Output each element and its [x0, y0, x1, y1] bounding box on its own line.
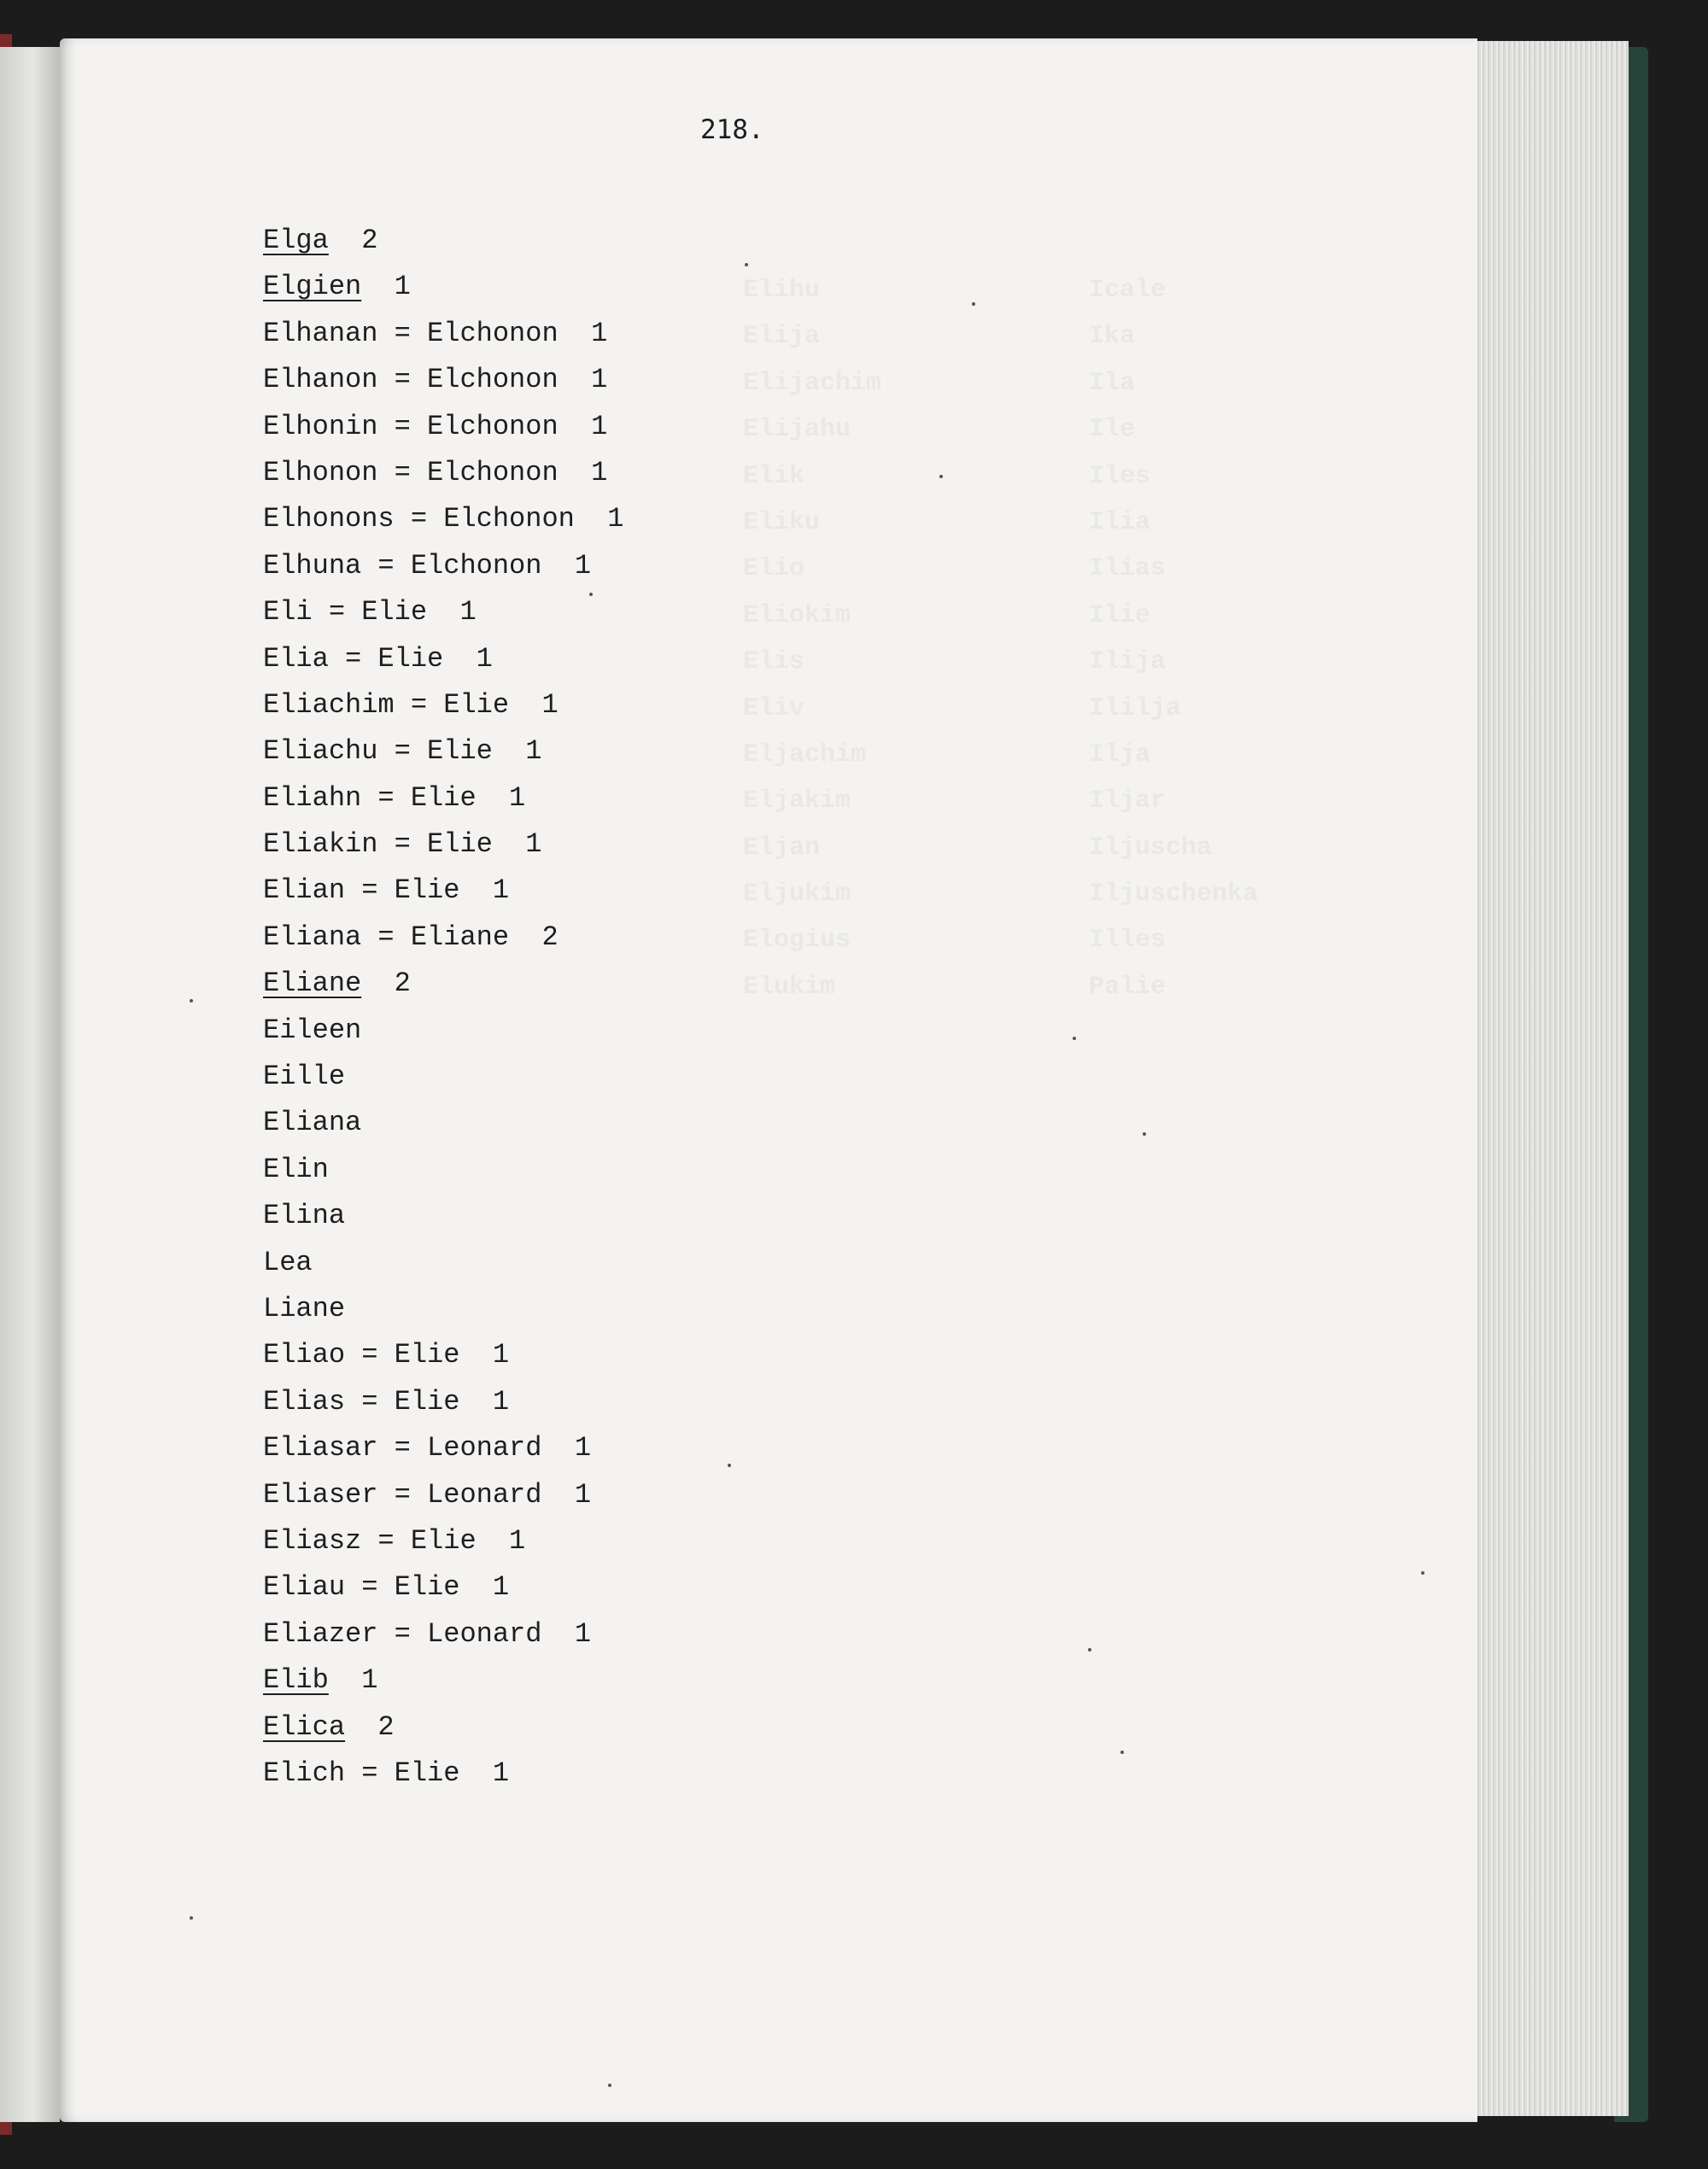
entry-equals-sign: = [345, 1339, 395, 1371]
entry-equivalent-name: Elie [394, 874, 460, 907]
paper-speck [728, 1464, 731, 1467]
entry-spacer [459, 1386, 492, 1418]
entry-name: Eliakin [263, 828, 378, 861]
entry-name: Elhuna [263, 549, 362, 582]
entry-spacer [329, 1664, 361, 1696]
entry-spacer [559, 318, 591, 349]
paper-speck [745, 263, 748, 266]
entry-count: 2 [377, 1710, 395, 1743]
entry-equivalent-name: Leonard [427, 1478, 542, 1511]
entry-count: 1 [574, 1617, 592, 1650]
entry-name: Eliana [263, 921, 362, 953]
entry-name: Lea [263, 1246, 313, 1278]
index-entry [263, 1008, 623, 1054]
entry-equivalent-name: Elie [410, 781, 477, 814]
entry-count: 1 [476, 642, 493, 675]
page-stack-edge [1473, 41, 1629, 2116]
index-entry [263, 404, 623, 450]
entry-name: Elian [263, 874, 346, 907]
left-page-edge [0, 47, 60, 2122]
entry-equals-sign: = [377, 828, 428, 861]
entry-equals-sign: = [377, 1432, 428, 1465]
entry-equivalent-name: Elie [410, 1524, 477, 1557]
entry-name: Elhanon [263, 364, 378, 396]
entry-count: 1 [574, 549, 592, 582]
entry-name: Elin [263, 1153, 329, 1185]
entry-equivalent-name: Elie [427, 828, 493, 861]
bleed-through-column-left: Elihu Elija Elijachim Elijahu Elik Eliku Elio Eliokim Elis Eliv Eljachim Eljakim Eljan Eljukim Elogius Elukim [743, 276, 882, 1002]
entry-equals-sign: = [377, 317, 428, 349]
index-entry [263, 218, 623, 264]
entry-spacer [477, 1525, 509, 1557]
index-entry [263, 450, 623, 496]
entry-count: 2 [361, 225, 378, 256]
paper-speck [608, 2084, 611, 2087]
entry-equivalent-name: Elchonon [443, 503, 575, 535]
entry-count: 1 [492, 874, 510, 907]
entry-spacer [443, 643, 476, 675]
entry-spacer [559, 411, 591, 442]
entry-name: Elina [263, 1200, 346, 1232]
entry-equivalent-name: Eliane [410, 921, 510, 953]
bleed-through-column-right: Icale Ika Ila Ile Iles Ilia Ilias Ilie Ilija Ililja Ilja Iljar Iljuscha Iljuschenka Illes Palie [1089, 276, 1259, 1002]
paper-speck [1120, 1751, 1124, 1754]
entry-equivalent-name: Leonard [427, 1432, 542, 1465]
entry-equals-sign: = [361, 549, 411, 582]
entry-spacer [493, 828, 525, 860]
entry-spacer [575, 503, 607, 535]
entry-name: Elich [263, 1757, 346, 1789]
entry-spacer [541, 1479, 574, 1511]
entry-spacer [459, 874, 492, 906]
entry-count: 1 [394, 271, 411, 303]
entry-equivalent-name: Elie [394, 1571, 460, 1604]
index-entry [263, 1240, 623, 1286]
entry-equivalent-name: Leonard [427, 1617, 542, 1650]
index-entry [263, 1425, 623, 1471]
index-entry [263, 496, 623, 542]
entry-name: Eille [263, 1061, 346, 1093]
index-entry [263, 357, 623, 403]
entry-equals-sign: = [394, 503, 444, 535]
entry-equals-sign: = [345, 1385, 395, 1418]
index-entry [263, 1100, 623, 1146]
entry-count: 1 [574, 1478, 592, 1511]
entry-count: 1 [492, 1385, 510, 1418]
entry-name: Eliau [263, 1571, 346, 1604]
entry-spacer [559, 457, 591, 488]
paper-speck [1143, 1132, 1146, 1136]
page-number: 218. [700, 114, 764, 145]
entry-equals-sign: = [345, 1757, 395, 1789]
entry-name: Elica [263, 1710, 346, 1743]
entry-name: Eliana [263, 1107, 362, 1139]
entry-equals-sign: = [377, 456, 428, 488]
entry-count: 1 [591, 364, 608, 396]
entry-spacer [541, 1618, 574, 1650]
entry-equivalent-name: Elchonon [427, 456, 559, 488]
entry-equivalent-name: Elie [361, 596, 428, 628]
entry-name: Elhanan [263, 317, 378, 349]
entry-spacer [559, 364, 591, 395]
entry-count: 1 [525, 735, 542, 768]
entry-name: Eli [263, 596, 313, 628]
entry-spacer [459, 1339, 492, 1371]
index-entry [263, 682, 623, 728]
entry-name: Elgien [263, 271, 362, 303]
entry-name: Eliazer [263, 1617, 378, 1650]
entry-count: 1 [574, 1432, 592, 1465]
index-entry [263, 1332, 623, 1378]
paper-speck [1088, 1648, 1091, 1652]
index-entry [263, 821, 623, 868]
entry-count: 1 [509, 1524, 526, 1557]
entry-name: Elia [263, 642, 329, 675]
index-entry [263, 775, 623, 821]
index-entry [263, 636, 623, 682]
entry-equivalent-name: Elchonon [427, 410, 559, 442]
index-entry [263, 1472, 623, 1518]
paper-speck [972, 302, 975, 306]
entry-count: 1 [525, 828, 542, 861]
entry-equals-sign: = [361, 1524, 411, 1557]
entry-name: Elhonin [263, 410, 378, 442]
index-entry [263, 915, 623, 961]
entry-count: 1 [591, 410, 608, 442]
entry-spacer [541, 550, 574, 582]
entry-name: Elias [263, 1385, 346, 1418]
entry-equals-sign: = [377, 364, 428, 396]
entry-count: 1 [361, 1664, 378, 1697]
index-entry [263, 543, 623, 589]
entry-name: Eliao [263, 1339, 346, 1371]
entry-spacer [509, 689, 541, 721]
entry-equals-sign: = [377, 410, 428, 442]
entry-name: Eliane [263, 968, 362, 1000]
paper-speck [939, 475, 943, 478]
index-entry [263, 1751, 623, 1797]
entry-equals-sign: = [377, 1478, 428, 1511]
index-entry [263, 311, 623, 357]
entry-equals-sign: = [377, 1617, 428, 1650]
entry-equals-sign: = [312, 596, 362, 628]
entry-count: 1 [492, 1757, 510, 1789]
entry-equivalent-name: Elie [377, 642, 444, 675]
entry-equals-sign: = [345, 874, 395, 907]
entry-name: Elhonon [263, 456, 378, 488]
index-entry [263, 961, 623, 1007]
entry-name: Eliahn [263, 781, 362, 814]
index-entry [263, 589, 623, 635]
entry-equals-sign: = [345, 1571, 395, 1604]
entry-equivalent-name: Elie [394, 1339, 460, 1371]
entry-count: 1 [492, 1339, 510, 1371]
entry-spacer [459, 1571, 492, 1603]
paper-speck [1073, 1037, 1076, 1040]
entry-name: Eliasz [263, 1524, 362, 1557]
index-entry [263, 1286, 623, 1332]
entry-equivalent-name: Elie [427, 735, 493, 768]
entry-spacer [361, 968, 394, 999]
entry-name: Eliachu [263, 735, 378, 768]
entry-name: Elhonons [263, 503, 395, 535]
index-entry [263, 868, 623, 914]
index-entry [263, 1611, 623, 1657]
index-entry [263, 1564, 623, 1611]
index-entry [263, 1054, 623, 1100]
entry-name: Eliaser [263, 1478, 378, 1511]
entry-name: Elib [263, 1664, 329, 1697]
index-entry [263, 728, 623, 775]
entry-equivalent-name: Elie [394, 1757, 460, 1789]
entry-spacer [477, 782, 509, 814]
entry-name: Liane [263, 1292, 346, 1324]
entry-count: 1 [591, 456, 608, 488]
index-entry [263, 1518, 623, 1564]
entry-spacer [493, 735, 525, 767]
entry-equivalent-name: Elie [394, 1385, 460, 1418]
entry-name: Eliachim [263, 688, 395, 721]
entry-count: 1 [541, 688, 559, 721]
entry-equivalent-name: Elchonon [427, 317, 559, 349]
entry-count: 2 [541, 921, 559, 953]
entry-spacer [345, 1711, 377, 1743]
entry-spacer [541, 1432, 574, 1464]
entry-count: 1 [459, 596, 477, 628]
entry-spacer [509, 921, 541, 953]
paper-speck [589, 593, 593, 596]
entry-count: 1 [509, 781, 526, 814]
entry-count: 1 [591, 317, 608, 349]
index-entry [263, 1704, 623, 1751]
index-entry [263, 264, 623, 310]
index-entry [263, 1193, 623, 1239]
name-index-list [263, 218, 623, 1797]
entry-spacer [459, 1757, 492, 1789]
index-entry [263, 1379, 623, 1425]
entry-equals-sign: = [361, 921, 411, 953]
entry-equals-sign: = [394, 688, 444, 721]
index-entry [263, 1147, 623, 1193]
entry-spacer [329, 225, 361, 256]
entry-name: Eileen [263, 1014, 362, 1046]
entry-count: 1 [492, 1571, 510, 1604]
index-entry [263, 1657, 623, 1704]
entry-equals-sign: = [328, 642, 378, 675]
entry-equals-sign: = [361, 781, 411, 814]
entry-count: 1 [607, 503, 624, 535]
paper-speck [190, 999, 193, 1003]
entry-equivalent-name: Elchonon [410, 549, 542, 582]
entry-equivalent-name: Elchonon [427, 364, 559, 396]
entry-count: 2 [394, 968, 411, 1000]
entry-spacer [427, 596, 459, 628]
entry-name: Eliasar [263, 1432, 378, 1465]
entry-equivalent-name: Elie [443, 688, 510, 721]
paper-speck [1421, 1571, 1424, 1575]
entry-name: Elga [263, 225, 329, 256]
paper-speck [190, 1916, 193, 1920]
entry-equals-sign: = [377, 735, 428, 768]
entry-spacer [361, 271, 394, 302]
